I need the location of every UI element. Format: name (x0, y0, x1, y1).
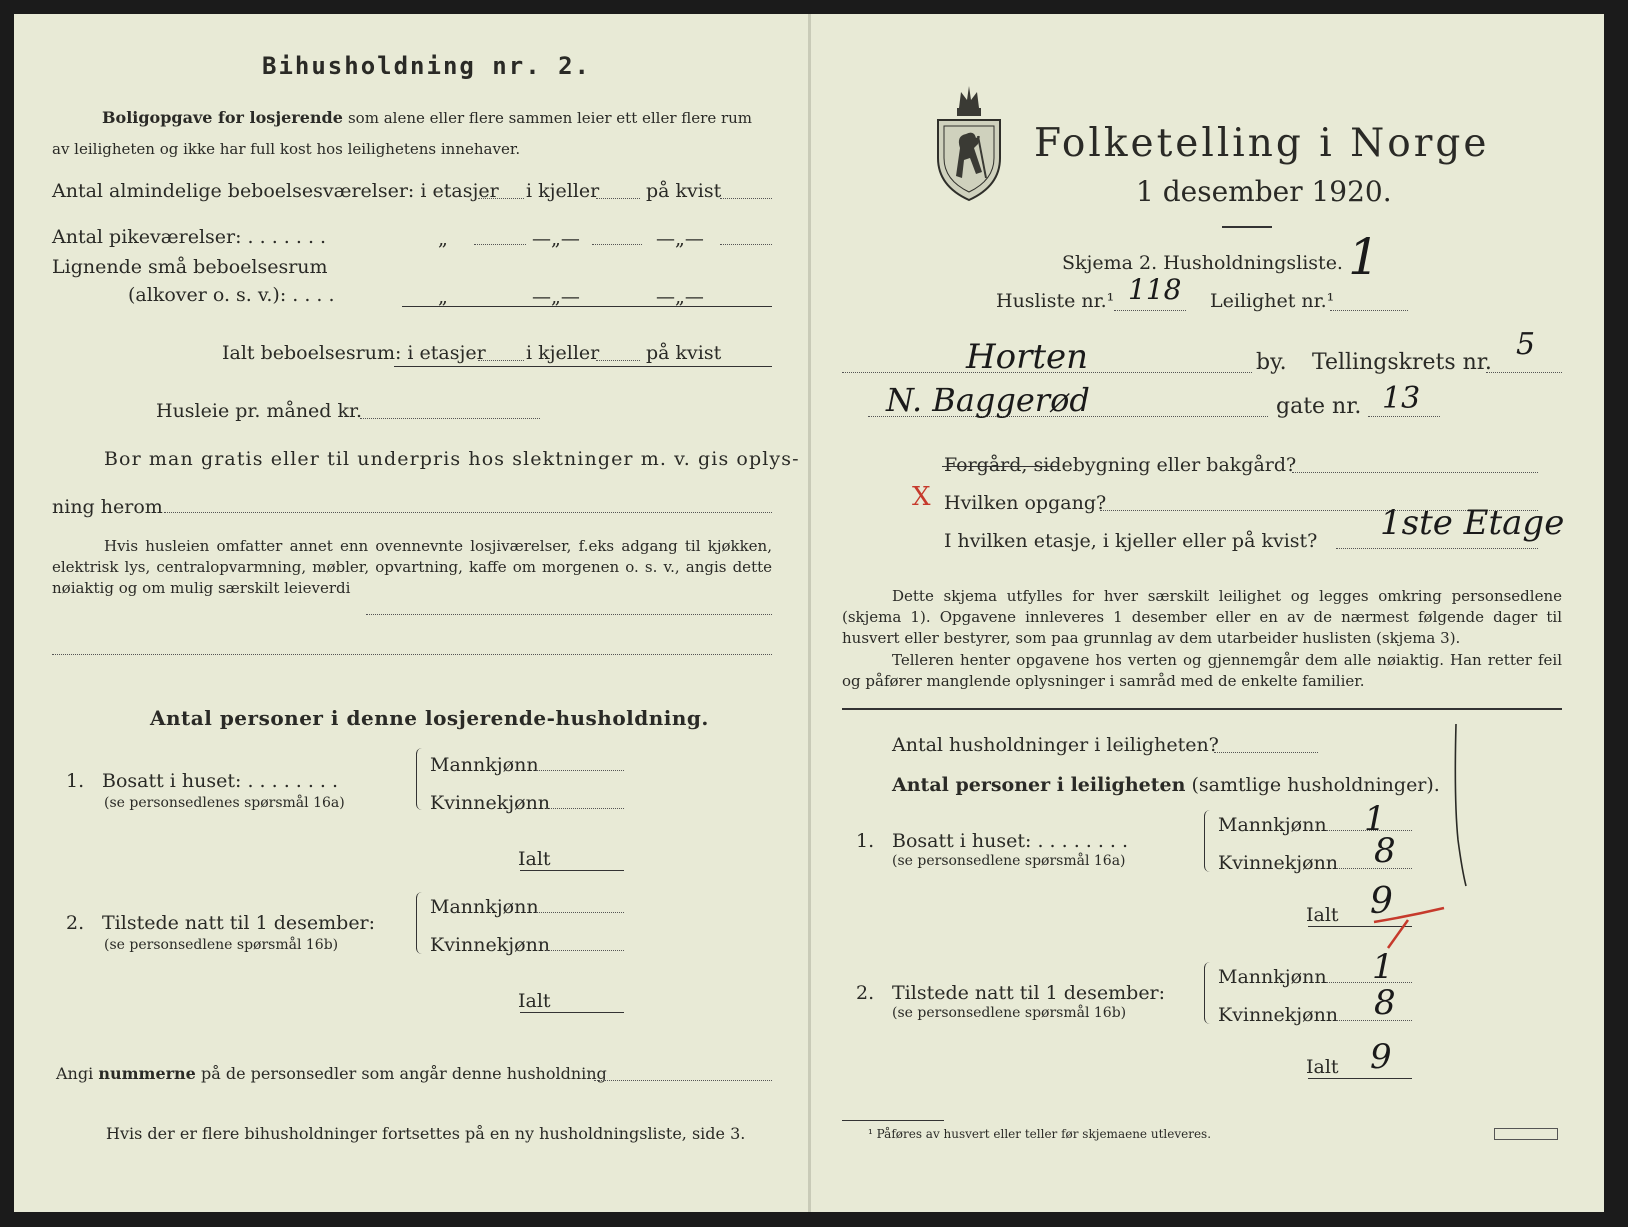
ning-herom-label: ning herom (52, 496, 163, 518)
husliste-field[interactable] (1114, 310, 1186, 311)
left-q1-ialt-field[interactable] (520, 870, 624, 871)
husleie-field[interactable] (360, 418, 540, 419)
red-check-mark (1370, 902, 1450, 952)
husholdninger-field[interactable] (1214, 752, 1318, 753)
rooms-etasjer-field[interactable] (478, 198, 524, 199)
lignende-underline (402, 306, 772, 307)
right-q2-mann-field[interactable] (1326, 982, 1412, 983)
printer-stamp (1494, 1128, 1558, 1140)
lignende-ditto: „ (438, 286, 448, 308)
left-q2-ialt: Ialt (518, 990, 551, 1012)
ialt-kvist: på kvist (646, 342, 722, 364)
left-q1-sub: (se personsedlenes spørsmål 16a) (104, 795, 345, 811)
lignende-label-2: (alkover o. s. v.): . . . . (128, 284, 335, 306)
rooms-kvist-field[interactable] (720, 198, 772, 199)
husleie-label: Husleie pr. måned kr. (156, 400, 363, 422)
left-q1-kvinne: Kvinnekjønn (430, 792, 551, 814)
right-q1-mann-value: 1 (1364, 799, 1386, 839)
husholdninger-label: Antal husholdninger i leiligheten? (892, 734, 1219, 756)
right-q1-sub: (se personsedlene spørsmål 16a) (892, 853, 1126, 869)
intro-line2: av leiligheten og ikke har full kost hos leilighetens innehaver. (52, 140, 521, 158)
left-q2-label: Tilstede natt til 1 desember: (102, 912, 376, 934)
ialt-etasjer-field[interactable] (478, 360, 524, 361)
footnote-text: ¹ Påføres av husvert eller teller før skjemaene utleveres. (868, 1127, 1212, 1141)
left-q2-num: 2. (66, 912, 85, 934)
instructions-rule (842, 708, 1562, 710)
left-q2-mann-field[interactable] (536, 912, 624, 913)
right-q2-label: Tilstede natt til 1 desember: (892, 982, 1166, 1004)
pike-ditto-3: —„— (656, 228, 704, 250)
left-q1-mann-field[interactable] (536, 770, 624, 771)
right-q2-ialt-value: 9 (1370, 1037, 1392, 1077)
right-q2-ialt: Ialt (1306, 1056, 1339, 1078)
right-q2-sub: (se personsedlene spørsmål 16b) (892, 1005, 1127, 1021)
right-q1-ialt-value: 9 (1370, 881, 1393, 922)
gate-nr-field[interactable] (1368, 416, 1440, 417)
right-q2-kvinne: Kvinnekjønn (1218, 1004, 1339, 1026)
tellingskrets-label: Tellingskrets nr. (1312, 350, 1492, 375)
etasje-label: I hvilken etasje, i kjeller eller på kvist? (944, 530, 1318, 552)
forgard-field[interactable] (1292, 472, 1538, 473)
left-q2-sub: (se personsedlene spørsmål 16b) (104, 937, 339, 953)
right-persons-heading: Antal personer i leiligheten (samtlige husholdninger). (892, 774, 1440, 796)
intro-bold: Boligopgave for losjerende som alene eller flere sammen leier ett eller flere rum (102, 108, 753, 127)
title-rule (1222, 226, 1272, 228)
skjema-label: Skjema 2. Husholdningsliste. (1062, 252, 1343, 274)
opgang-label: Hvilken opgang? (944, 492, 1107, 514)
left-q1-mann: Mannkjønn (430, 754, 539, 776)
gate-label: gate nr. (1276, 394, 1362, 419)
right-q1-mann: Mannkjønn (1218, 814, 1327, 836)
left-q2-kvinne: Kvinnekjønn (430, 934, 551, 956)
lignende-label-1: Lignende små beboelsesrum (52, 256, 328, 278)
tellingskrets-value: 5 (1516, 327, 1536, 362)
pike-ditto: „ (438, 228, 448, 250)
right-q2-mann-value: 1 (1372, 947, 1394, 987)
right-q1-num: 1. (856, 830, 875, 852)
angi-field[interactable] (594, 1080, 772, 1081)
left-q2-ialt-field[interactable] (520, 1012, 624, 1013)
ialt-rooms-label: Ialt beboelsesrum: i etasjer (222, 342, 486, 364)
husliste-label: Husliste nr.¹ (996, 290, 1115, 312)
husliste-value: 118 (1128, 273, 1182, 306)
herom-field[interactable] (164, 512, 772, 513)
right-title: Folketelling i Norge (1034, 121, 1490, 166)
left-q2-mann: Mannkjønn (430, 896, 539, 918)
left-q2-brace (416, 892, 423, 954)
left-footer: Hvis der er flere bihusholdninger fortsettes på en ny husholdningsliste, side 3. (106, 1124, 746, 1143)
right-q1-brace (1204, 810, 1211, 872)
gate-nr-value: 13 (1382, 381, 1421, 416)
forgard-label: Forgård, sidebygning eller bakgård? (944, 454, 1297, 476)
left-title: Bihusholdning nr. 2. (262, 52, 591, 80)
pike-kvist-field[interactable] (720, 244, 772, 245)
left-q2-kvinne-field[interactable] (546, 950, 624, 951)
rooms-kjeller: i kjeller (526, 180, 600, 202)
right-q2-brace (1204, 962, 1211, 1024)
right-q1-kvinne-value: 8 (1374, 831, 1396, 871)
pike-etasjer-field[interactable] (474, 244, 526, 245)
right-q1-ialt: Ialt (1306, 904, 1339, 926)
right-q2-ialt-field[interactable] (1308, 1078, 1412, 1079)
footnote-rule (842, 1120, 944, 1121)
leieverdi-field-2[interactable] (52, 654, 772, 655)
leilighet-label: Leilighet nr.¹ (1210, 290, 1335, 312)
margin-stroke (1452, 720, 1472, 890)
right-q2-kvinne-value: 8 (1374, 983, 1396, 1023)
hvis-husleien-text: Hvis husleien omfatter annet enn ovennevnte losjiværelser, f.eks adgang til kjøkken, elektrisk lys, centralopvarmning, møbler, opvartning, kaffe om morgenen o. s. v., angis dette nøiaktig og om mulig særskilt leieverdi (52, 537, 772, 597)
ialt-kjeller-field[interactable] (596, 360, 640, 361)
forgard-strike (942, 466, 1058, 467)
left-q1-brace (416, 748, 423, 810)
left-q1-num: 1. (66, 770, 85, 792)
left-q1-kvinne-field[interactable] (546, 808, 624, 809)
left-q1-label: Bosatt i huset: . . . . . . . . (102, 770, 339, 792)
rooms-label: Antal almindelige beboelsesværelser: i etasjer (52, 180, 499, 202)
rooms-kvist: på kvist (646, 180, 722, 202)
bor-man-label: Bor man gratis eller til underpris hos slektninger m. v. gis oplys- (104, 448, 800, 470)
census-date: 1 desember 1920. (1136, 175, 1392, 208)
by-label: by. (1256, 350, 1287, 375)
coat-of-arms-icon (934, 78, 1004, 202)
instructions-1: Dette skjema utfylles for hver særskilt leilighet og legges omkring personsedlene (skjema 1). Opgavene innleveres 1 desember eller en av de nærmest følgende dager til husvert eller bestyrer, som paa grunnlag av dem utarbeider huslisten (skjema 3). (842, 587, 1562, 647)
ialt-kjeller: i kjeller (526, 342, 600, 364)
right-q2-num: 2. (856, 982, 875, 1004)
x-mark: X (912, 482, 931, 512)
leieverdi-field[interactable] (366, 614, 772, 615)
pike-kjeller-field[interactable] (592, 244, 642, 245)
angi-label: Angi nummerne på de personsedler som angår denne husholdning (56, 1064, 607, 1083)
etasje-value: 1ste Etage (1380, 503, 1565, 543)
ialt-underline (394, 366, 772, 367)
by-value: Horten (966, 337, 1089, 377)
lignende-ditto-2: —„— (532, 286, 580, 308)
pike-label: Antal pikeværelser: . . . . . . . (52, 226, 327, 248)
instructions-2: Telleren henter opgavene hos verten og gjennemgår dem alle nøiaktig. Han retter feil og påfører manglende oplysninger i samråd med de enkelte familier. (842, 651, 1562, 690)
tellingskrets-field[interactable] (1486, 372, 1562, 373)
left-q1-ialt: Ialt (518, 848, 551, 870)
right-q1-label: Bosatt i huset: . . . . . . . . (892, 830, 1129, 852)
gate-value: N. Baggerød (886, 381, 1090, 419)
leilighet-field[interactable] (1330, 310, 1408, 311)
pike-ditto-2: —„— (532, 228, 580, 250)
left-persons-heading: Antal personer i denne losjerende-husholdning. (150, 706, 709, 730)
skjema-mark: 1 (1348, 228, 1380, 286)
etasje-field[interactable] (1336, 548, 1538, 549)
rooms-kjeller-field[interactable] (596, 198, 640, 199)
right-q1-kvinne: Kvinnekjønn (1218, 852, 1339, 874)
lignende-ditto-3: —„— (656, 286, 704, 308)
right-q2-mann: Mannkjønn (1218, 966, 1327, 988)
